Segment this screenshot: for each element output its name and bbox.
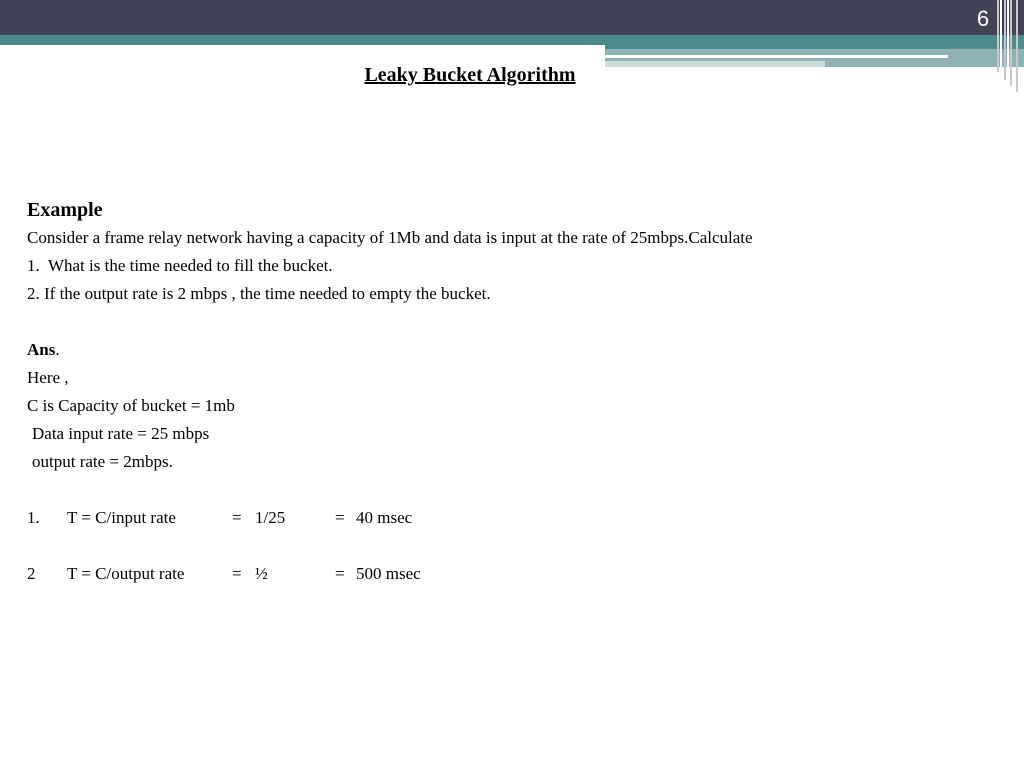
answer-label-period: . <box>55 340 60 359</box>
decor-vertical-line <box>1004 0 1006 80</box>
equation-number: 2 <box>27 564 36 583</box>
header-bar-dark <box>0 0 1024 35</box>
equation-expression: T = C/output rate <box>67 564 185 583</box>
equation-row-2 <box>27 560 987 588</box>
problem-statement: Consider a frame relay network having a capacity of 1Mb and data is input at the rate of 25mbps.Calculate <box>27 228 753 247</box>
question-2: 2. If the output rate is 2 mbps , the time needed to empty the bucket. <box>27 284 491 303</box>
decor-vertical-line <box>1016 0 1018 92</box>
spacer <box>27 476 987 504</box>
slide-title: Leaky Bucket Algorithm <box>364 64 576 86</box>
spacer <box>27 532 987 560</box>
given-capacity: C is Capacity of bucket = 1mb <box>27 396 235 415</box>
header-white-line <box>605 55 948 58</box>
decor-vertical-line <box>1010 0 1012 86</box>
equals-sign: = <box>232 508 242 527</box>
decor-vertical-gap <box>1007 0 1009 72</box>
given-input-rate: Data input rate = 25 mbps <box>32 424 210 443</box>
equation-row-1 <box>27 504 987 532</box>
equals-sign: = <box>335 564 345 583</box>
answer-label-row <box>27 336 987 364</box>
question-1: 1. What is the time needed to fill the bucket. <box>27 256 333 275</box>
equation-value: ½ <box>255 564 268 583</box>
decor-vertical-gap <box>1000 0 1002 68</box>
equation-result: 40 msec <box>356 508 413 527</box>
example-heading: Example <box>27 199 103 221</box>
given-output-rate: output rate = 2mbps. <box>32 452 173 471</box>
here-line: Here , <box>27 368 69 387</box>
equation-number: 1. <box>27 508 40 527</box>
equals-sign: = <box>232 564 242 583</box>
spacer <box>27 308 987 336</box>
equation-value: 1/25 <box>255 508 286 527</box>
equals-sign: = <box>335 508 345 527</box>
equation-result: 500 msec <box>356 564 421 583</box>
header-white-strip <box>0 45 605 49</box>
slide-number: 6 <box>976 6 990 31</box>
equation-expression: T = C/input rate <box>67 508 176 527</box>
answer-label: Ans <box>27 340 56 359</box>
slide-body <box>27 196 987 588</box>
